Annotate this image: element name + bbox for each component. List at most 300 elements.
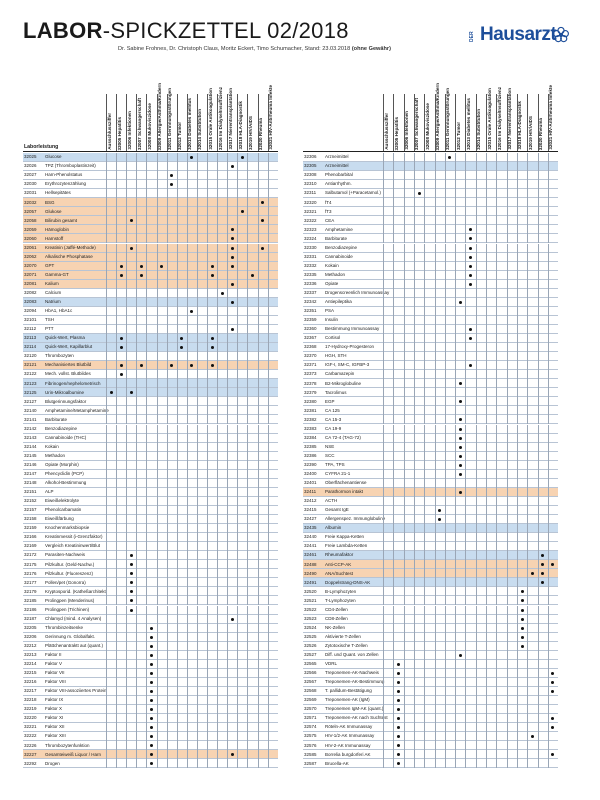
test-name: Gesamteiweiß Liquor / Harn [45, 751, 102, 757]
table-cell [116, 207, 126, 216]
table-cell [187, 298, 197, 307]
table-cell [167, 216, 177, 225]
table-cell [527, 651, 537, 660]
table-cell [247, 225, 257, 234]
table-cell [126, 470, 136, 479]
table-cell [404, 379, 414, 388]
table-cell [237, 225, 247, 234]
table-cell [486, 759, 496, 768]
table-cell [476, 180, 486, 189]
table-cell [237, 560, 247, 569]
table-row [303, 705, 558, 714]
table-cell [455, 624, 465, 633]
table-cell [268, 687, 278, 696]
table-cell [435, 397, 445, 406]
table-cell [383, 587, 393, 596]
table-cell [435, 388, 445, 397]
table-cell [157, 425, 167, 434]
table-row [303, 189, 558, 198]
table-cell [393, 633, 403, 642]
table-cell [507, 244, 517, 253]
gop-code: 32177 [24, 579, 37, 585]
table-cell [187, 452, 197, 461]
table-cell [496, 406, 506, 415]
table-cell [445, 741, 455, 750]
column-divider [548, 94, 549, 152]
test-name: Gerinnung m. Globalfakt. [45, 633, 96, 639]
table-cell [435, 253, 445, 262]
table-cell [424, 443, 434, 452]
table-cell [136, 506, 146, 515]
table-cell [157, 343, 167, 352]
table-cell [445, 587, 455, 596]
table-cell [217, 542, 227, 551]
table-cell [527, 678, 537, 687]
table-cell [106, 741, 116, 750]
table-cell [227, 506, 237, 515]
table-cell [197, 633, 207, 642]
table-cell [217, 298, 227, 307]
table-cell [157, 488, 167, 497]
table-cell [414, 397, 424, 406]
table-cell [116, 406, 126, 415]
table-cell [268, 298, 278, 307]
table-cell [258, 171, 268, 180]
test-name: Gesamt IgE [325, 507, 349, 513]
check-dot [459, 464, 462, 467]
test-name: Faktor XIII [45, 733, 66, 739]
table-cell [424, 470, 434, 479]
column-heading: 32013 Diabetes mellitus [187, 98, 193, 150]
table-cell [424, 352, 434, 361]
table-cell [237, 234, 247, 243]
gop-code: 32323 [304, 226, 317, 232]
table-cell [383, 759, 393, 768]
gop-code: 32144 [24, 443, 37, 449]
table-cell [548, 696, 558, 705]
table-cell [424, 388, 434, 397]
table-cell [247, 153, 257, 162]
table-cell [538, 343, 548, 352]
column-heading: 32012 Tumor [177, 122, 183, 150]
gop-code: 32400 [304, 471, 317, 477]
table-cell [136, 569, 146, 578]
table-cell [247, 406, 257, 415]
table-cell [517, 714, 527, 723]
table-cell [414, 253, 424, 262]
table-cell [177, 723, 187, 732]
check-dot [469, 256, 472, 259]
test-name: Freie Kappa-Ketten [325, 534, 365, 540]
table-cell [414, 198, 424, 207]
table-cell [548, 434, 558, 443]
table-cell [126, 425, 136, 434]
table-cell [268, 750, 278, 759]
table-cell [476, 361, 486, 370]
table-cell [187, 244, 197, 253]
table-cell [197, 606, 207, 615]
table-cell [258, 497, 268, 506]
table-cell [157, 479, 167, 488]
table-cell [217, 253, 227, 262]
table-cell [435, 524, 445, 533]
table-cell [383, 244, 393, 253]
table-cell [187, 379, 197, 388]
table-cell [383, 406, 393, 415]
table-cell [167, 271, 177, 280]
table-cell [445, 624, 455, 633]
header-rule [303, 151, 558, 152]
table-cell [227, 587, 237, 596]
gop-code: 32527 [304, 652, 317, 658]
table-cell [146, 497, 156, 506]
table-cell [116, 714, 126, 723]
column-heading: 32008 Mukoviszidose [424, 103, 430, 150]
table-cell [237, 705, 247, 714]
table-cell [527, 198, 537, 207]
table-cell [258, 334, 268, 343]
table-cell [445, 678, 455, 687]
table-cell [126, 642, 136, 651]
table-cell [435, 244, 445, 253]
check-dot [469, 283, 472, 286]
table-cell [435, 488, 445, 497]
table-cell [476, 415, 486, 424]
table-cell [177, 470, 187, 479]
table-cell [227, 361, 237, 370]
test-name: Thrombozytenfunktion [45, 742, 90, 748]
table-cell [157, 461, 167, 470]
table-cell [237, 615, 247, 624]
table-cell [217, 189, 227, 198]
test-name: CA 72-4 (TAG-72) [325, 434, 361, 440]
column-divider [393, 94, 394, 152]
table-cell [538, 244, 548, 253]
table-cell [507, 542, 517, 551]
table-cell [496, 253, 506, 262]
table-cell [217, 633, 227, 642]
table-cell [455, 479, 465, 488]
table-cell [126, 723, 136, 732]
table-cell [268, 660, 278, 669]
table-cell [507, 361, 517, 370]
table-cell [197, 198, 207, 207]
table-cell [383, 207, 393, 216]
table-row [23, 388, 278, 397]
check-dot [231, 618, 234, 621]
table-cell [187, 750, 197, 759]
table-cell [486, 415, 496, 424]
table-cell [247, 325, 257, 334]
table-cell [435, 325, 445, 334]
gop-code: 32127 [24, 398, 37, 404]
table-cell [157, 325, 167, 334]
table-row [303, 569, 558, 578]
test-name: Eiweißfärbung [45, 516, 74, 522]
gop-code: 32441 [304, 543, 317, 549]
table-cell [445, 714, 455, 723]
table-cell [116, 578, 126, 587]
table-cell [507, 425, 517, 434]
table-cell [496, 759, 506, 768]
table-cell [435, 651, 445, 660]
table-cell [424, 425, 434, 434]
table-cell [538, 425, 548, 434]
table-cell [177, 606, 187, 615]
table-cell [424, 370, 434, 379]
table-cell [527, 723, 537, 732]
table-cell [207, 660, 217, 669]
test-name: Faktor V [45, 661, 63, 667]
test-name: Barbiturate [325, 235, 348, 241]
table-cell [404, 651, 414, 660]
test-name: Faktor XI [45, 715, 64, 721]
table-cell [146, 234, 156, 243]
table-cell [116, 171, 126, 180]
table-cell [517, 289, 527, 298]
table-cell [435, 569, 445, 578]
check-dot [231, 283, 234, 286]
table-cell [383, 596, 393, 605]
table-cell [404, 642, 414, 651]
table-cell [424, 569, 434, 578]
table-cell [167, 578, 177, 587]
table-cell [258, 542, 268, 551]
right_table-column-header [303, 82, 558, 152]
test-name: Brucella-AK [325, 760, 349, 766]
table-cell [548, 642, 558, 651]
table-cell [538, 651, 548, 660]
table-cell [157, 587, 167, 596]
table-cell [455, 741, 465, 750]
check-dot [150, 636, 153, 639]
test-name: Prolingpen (Menderinus) [45, 597, 95, 603]
table-cell [258, 741, 268, 750]
table-cell [227, 343, 237, 352]
table-cell [217, 415, 227, 424]
table-cell [136, 633, 146, 642]
gop-code: 32576 [304, 742, 317, 748]
table-cell [197, 307, 207, 316]
table-cell [455, 370, 465, 379]
table-cell [157, 388, 167, 397]
table-cell [197, 162, 207, 171]
table-cell [177, 497, 187, 506]
table-cell [476, 515, 486, 524]
table-cell [227, 434, 237, 443]
table-cell [486, 171, 496, 180]
table-cell [393, 470, 403, 479]
gop-code: 32526 [304, 642, 317, 648]
test-name: Kalium [45, 280, 59, 286]
table-cell [548, 289, 558, 298]
table-cell [167, 587, 177, 596]
table-cell [455, 180, 465, 189]
table-cell [527, 289, 537, 298]
table-cell [146, 189, 156, 198]
table-cell [538, 587, 548, 596]
table-cell [548, 189, 558, 198]
table-cell [486, 289, 496, 298]
column-heading: 32017 Nierentransplantation [227, 88, 233, 150]
gop-code: 32112 [24, 326, 37, 332]
table-cell [538, 470, 548, 479]
table-row [303, 406, 558, 415]
table-cell [136, 280, 146, 289]
table-cell [465, 669, 475, 678]
table-cell [157, 370, 167, 379]
table-cell [445, 343, 455, 352]
table-row [303, 343, 558, 352]
column-divider [476, 94, 477, 152]
table-cell [157, 515, 167, 524]
table-cell [486, 470, 496, 479]
test-name: Knochenmarksbiopsie [45, 525, 90, 531]
table-cell [207, 225, 217, 234]
table-cell [237, 488, 247, 497]
table-cell [187, 569, 197, 578]
table-cell [527, 479, 537, 488]
table-cell [126, 198, 136, 207]
table-cell [496, 162, 506, 171]
table-cell [197, 569, 207, 578]
table-cell [106, 271, 116, 280]
table-cell [527, 216, 537, 225]
table-cell [507, 714, 517, 723]
table-cell [383, 216, 393, 225]
table-row [303, 741, 558, 750]
test-name: Eiweißelektrolyte [45, 498, 80, 504]
test-name: Faktor X [45, 706, 63, 712]
table-row [303, 624, 558, 633]
table-cell [414, 307, 424, 316]
test-name: Insulin [325, 317, 339, 323]
table-cell [217, 171, 227, 180]
column-heading: 32007 Schwangerschaft [136, 97, 142, 150]
table-cell [187, 316, 197, 325]
table-cell [404, 334, 414, 343]
table-cell [227, 388, 237, 397]
test-name: Kokain [325, 262, 339, 268]
gop-code: 32145 [24, 452, 37, 458]
table-cell [258, 624, 268, 633]
table-cell [548, 361, 558, 370]
table-cell [167, 343, 177, 352]
test-name: Alkalische Phosphatase [45, 253, 93, 259]
table-cell [455, 253, 465, 262]
table-row [303, 325, 558, 334]
table-cell [517, 470, 527, 479]
column-heading: 32015 Orale Antikoagulation [486, 88, 492, 150]
column-divider [258, 94, 259, 152]
table-cell [227, 180, 237, 189]
table-cell [507, 234, 517, 243]
table-cell [217, 606, 227, 615]
table-cell [136, 379, 146, 388]
table-cell [527, 225, 537, 234]
table-cell [476, 280, 486, 289]
gop-code: 32159 [24, 525, 37, 531]
table-cell [496, 732, 506, 741]
table-cell [116, 470, 126, 479]
table-row [303, 687, 558, 696]
check-dot [521, 645, 524, 648]
table-cell [106, 280, 116, 289]
table-cell [496, 687, 506, 696]
table-cell [187, 533, 197, 542]
table-cell [268, 488, 278, 497]
table-cell [445, 732, 455, 741]
table-cell [258, 642, 268, 651]
table-cell [106, 759, 116, 768]
test-name: TPZ (Thromboplastinzeit) [45, 163, 96, 169]
table-row [23, 370, 278, 379]
table-cell [197, 171, 207, 180]
table-cell [465, 560, 475, 569]
table-row [303, 651, 558, 660]
table-cell [424, 596, 434, 605]
table-cell [157, 497, 167, 506]
table-cell [527, 207, 537, 216]
table-cell [187, 669, 197, 678]
table-cell [445, 180, 455, 189]
table-cell [435, 479, 445, 488]
table-cell [496, 289, 506, 298]
table-cell [197, 533, 207, 542]
table-cell [146, 470, 156, 479]
table-cell [207, 533, 217, 542]
gop-code: 32401 [304, 480, 317, 486]
table-cell [496, 506, 506, 515]
table-cell [527, 434, 537, 443]
table-cell [527, 415, 537, 424]
table-cell [435, 307, 445, 316]
gop-code: 32574 [304, 724, 317, 730]
table-cell [177, 678, 187, 687]
table-cell [517, 198, 527, 207]
table-cell [465, 732, 475, 741]
table-cell [207, 189, 217, 198]
table-cell [157, 198, 167, 207]
table-cell [146, 343, 156, 352]
table-cell [237, 651, 247, 660]
table-cell [455, 633, 465, 642]
table-cell [247, 642, 257, 651]
table-cell [217, 370, 227, 379]
table-cell [177, 560, 187, 569]
table-cell [116, 642, 126, 651]
test-name: Harnstoff [45, 235, 64, 241]
table-cell [106, 750, 116, 759]
table-cell [383, 162, 393, 171]
table-cell [268, 705, 278, 714]
table-cell [486, 271, 496, 280]
table-cell [404, 596, 414, 605]
table-cell [538, 207, 548, 216]
table-cell [393, 587, 403, 596]
table-cell [538, 669, 548, 678]
table-cell [237, 334, 247, 343]
gop-code: 32071 [24, 271, 37, 277]
table-cell [486, 443, 496, 452]
table-cell [393, 497, 403, 506]
table-cell [476, 687, 486, 696]
table-cell [435, 542, 445, 551]
table-row [303, 524, 558, 533]
table-cell [268, 334, 278, 343]
table-cell [548, 596, 558, 605]
gop-code: 32324 [304, 235, 317, 241]
